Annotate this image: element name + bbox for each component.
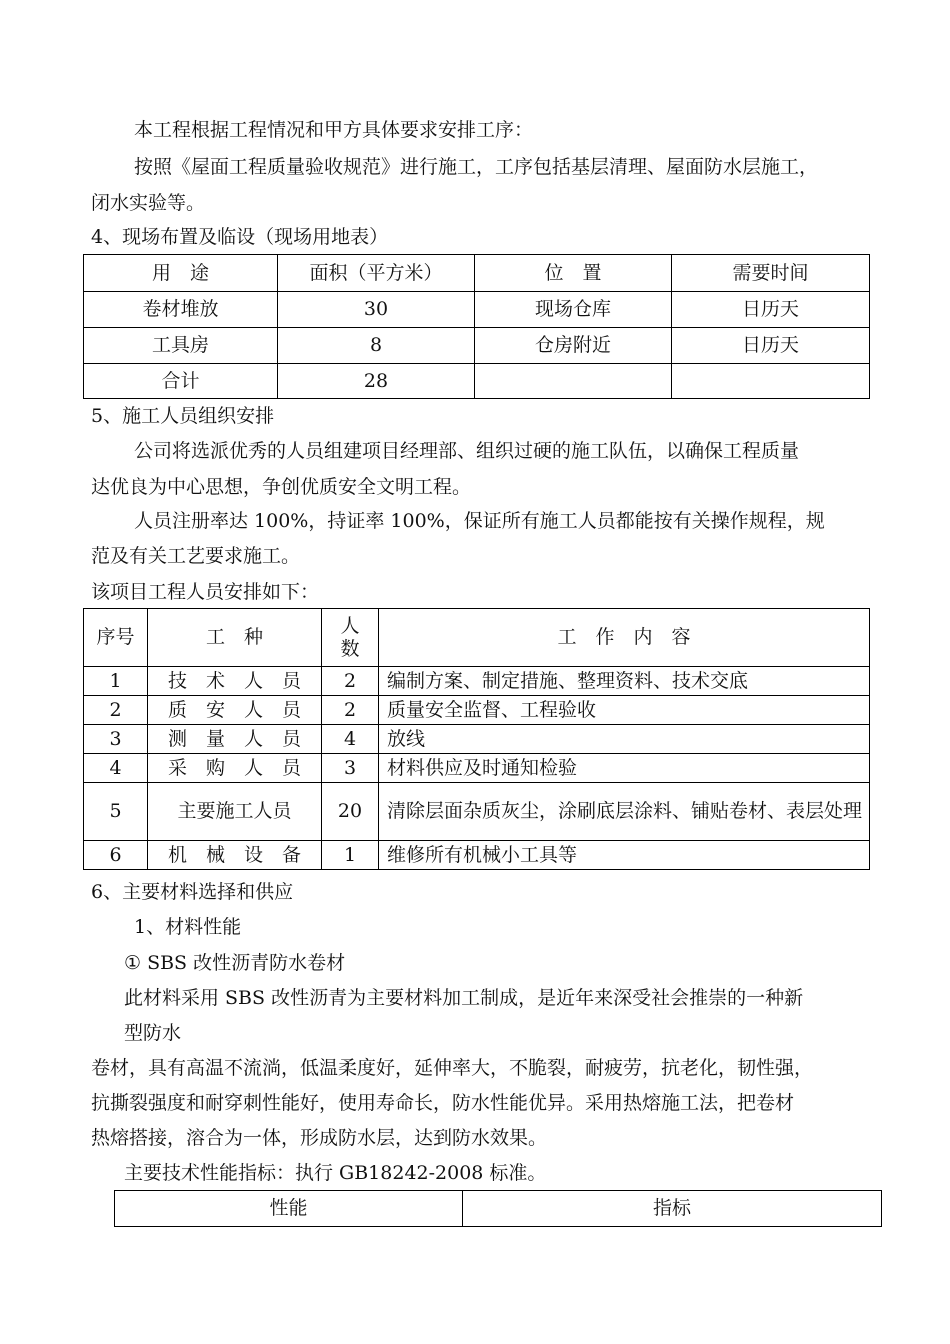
staff-cell-count: 2 bbox=[322, 696, 379, 725]
staff-cell-count: 4 bbox=[322, 725, 379, 754]
staff-cell-count: 20 bbox=[322, 783, 379, 841]
site-cell: 卷材堆放 bbox=[84, 292, 278, 328]
paragraph-material-line3: 卷材，具有高温不流淌，低温柔度好，延伸率大，不脆裂，耐疲劳，抗老化，韧性强， bbox=[91, 1057, 814, 1079]
staff-cell-job: 采 购 人 员 bbox=[148, 754, 322, 783]
site-cell: 仓房附近 bbox=[475, 328, 672, 364]
staff-header-number: 序号 bbox=[84, 609, 148, 667]
staff-cell-count: 1 bbox=[322, 841, 379, 870]
staff-cell-content: 材料供应及时通知检验 bbox=[379, 754, 870, 783]
paragraph-material-line2: 型防水 bbox=[124, 1022, 182, 1044]
table-row bbox=[84, 364, 870, 399]
staff-cell-job: 技 术 人 员 bbox=[148, 667, 322, 696]
staff-cell-count: 2 bbox=[322, 667, 379, 696]
staff-cell-number: 2 bbox=[84, 696, 148, 725]
staff-cell-number: 3 bbox=[84, 725, 148, 754]
site-header-time: 需要时间 bbox=[672, 255, 870, 292]
staff-header-job: 工 种 bbox=[148, 609, 322, 667]
staff-cell-job: 机 械 设 备 bbox=[148, 841, 322, 870]
staff-cell-content: 放线 bbox=[379, 725, 870, 754]
table-row bbox=[84, 696, 870, 725]
staff-cell-content: 维修所有机械小工具等 bbox=[379, 841, 870, 870]
staff-header-content: 工 作 内 容 bbox=[379, 609, 870, 667]
site-cell: 现场仓库 bbox=[475, 292, 672, 328]
table-row bbox=[84, 783, 870, 841]
table-row bbox=[84, 754, 870, 783]
paragraph-material-line5: 热熔搭接，溶合为一体，形成防水层，达到防水效果。 bbox=[91, 1127, 548, 1149]
performance-header-index: 指标 bbox=[463, 1191, 882, 1227]
staff-cell-number: 6 bbox=[84, 841, 148, 870]
staff-cell-job: 测 量 人 员 bbox=[148, 725, 322, 754]
site-cell: 日历天 bbox=[672, 292, 870, 328]
performance-table bbox=[114, 1190, 882, 1227]
performance-header-property: 性能 bbox=[115, 1191, 463, 1227]
site-cell: 8 bbox=[278, 328, 475, 364]
table-row bbox=[84, 292, 870, 328]
paragraph-standard-line2: 闭水实验等。 bbox=[91, 192, 206, 214]
staff-cell-count: 3 bbox=[322, 754, 379, 783]
site-cell: 日历天 bbox=[672, 328, 870, 364]
staff-cell-content: 清除层面杂质灰尘，涂刷底层涂料、铺贴卷材、表层处理 bbox=[379, 783, 870, 841]
subheading-material-performance: 1、材料性能 bbox=[134, 916, 242, 938]
site-cell: 工具房 bbox=[84, 328, 278, 364]
staff-cell-number: 4 bbox=[84, 754, 148, 783]
staff-table bbox=[83, 608, 870, 870]
staff-cell-number: 1 bbox=[84, 667, 148, 696]
section-heading-6: 6、主要材料选择和供应 bbox=[91, 881, 294, 903]
table-row bbox=[84, 841, 870, 870]
table-row bbox=[84, 667, 870, 696]
table-row bbox=[84, 328, 870, 364]
site-cell: 合计 bbox=[84, 364, 278, 399]
site-cell: 30 bbox=[278, 292, 475, 328]
staff-header-count bbox=[322, 609, 379, 667]
subheading-sbs-membrane: ① SBS 改性沥青防水卷材 bbox=[124, 952, 346, 974]
section-heading-5: 5、施工人员组织安排 bbox=[91, 405, 275, 427]
site-cell: 28 bbox=[278, 364, 475, 399]
section-heading-4: 4、现场布置及临设（现场用地表） bbox=[91, 226, 389, 248]
paragraph-team-line1: 公司将选派优秀的人员组建项目经理部、组织过硬的施工队伍，以确保工程质量 bbox=[134, 440, 800, 462]
staff-table-caption: 该项目工程人员安排如下： bbox=[91, 581, 320, 603]
site-layout-table bbox=[83, 254, 870, 399]
site-header-area: 面积（平方米） bbox=[278, 255, 475, 292]
site-header-location: 位 置 bbox=[475, 255, 672, 292]
staff-cell-job: 质 安 人 员 bbox=[148, 696, 322, 725]
paragraph-sequence-intro: 本工程根据工程情况和甲方具体要求安排工序： bbox=[134, 119, 534, 141]
site-cell bbox=[672, 364, 870, 399]
paragraph-material-line1: 此材料采用 SBS 改性沥青为主要材料加工制成，是近年来深受社会推崇的一种新 bbox=[124, 987, 804, 1009]
paragraph-registration-line1: 人员注册率达 100%，持证率 100%，保证所有施工人员都能按有关操作规程，规 bbox=[134, 510, 825, 532]
site-cell bbox=[475, 364, 672, 399]
paragraph-technical-standard: 主要技术性能指标：执行 GB18242-2008 标准。 bbox=[124, 1162, 547, 1184]
table-row bbox=[84, 725, 870, 754]
paragraph-registration-line2: 范及有关工艺要求施工。 bbox=[91, 545, 301, 567]
staff-header-count-top: 人 bbox=[340, 614, 360, 637]
staff-cell-number: 5 bbox=[84, 783, 148, 841]
site-header-use: 用 途 bbox=[84, 255, 278, 292]
staff-header-count-bottom: 数 bbox=[340, 637, 360, 660]
paragraph-material-line4: 抗撕裂强度和耐穿刺性能好，使用寿命长，防水性能优异。采用热熔施工法，把卷材 bbox=[91, 1092, 795, 1114]
staff-cell-job: 主要施工人员 bbox=[148, 783, 322, 841]
paragraph-standard-line1: 按照《屋面工程质量验收规范》进行施工，工序包括基层清理、屋面防水层施工， bbox=[134, 156, 819, 178]
paragraph-team-line2: 达优良为中心思想，争创优质安全文明工程。 bbox=[91, 476, 472, 498]
staff-cell-content: 编制方案、制定措施、整理资料、技术交底 bbox=[379, 667, 870, 696]
staff-cell-content: 质量安全监督、工程验收 bbox=[379, 696, 870, 725]
